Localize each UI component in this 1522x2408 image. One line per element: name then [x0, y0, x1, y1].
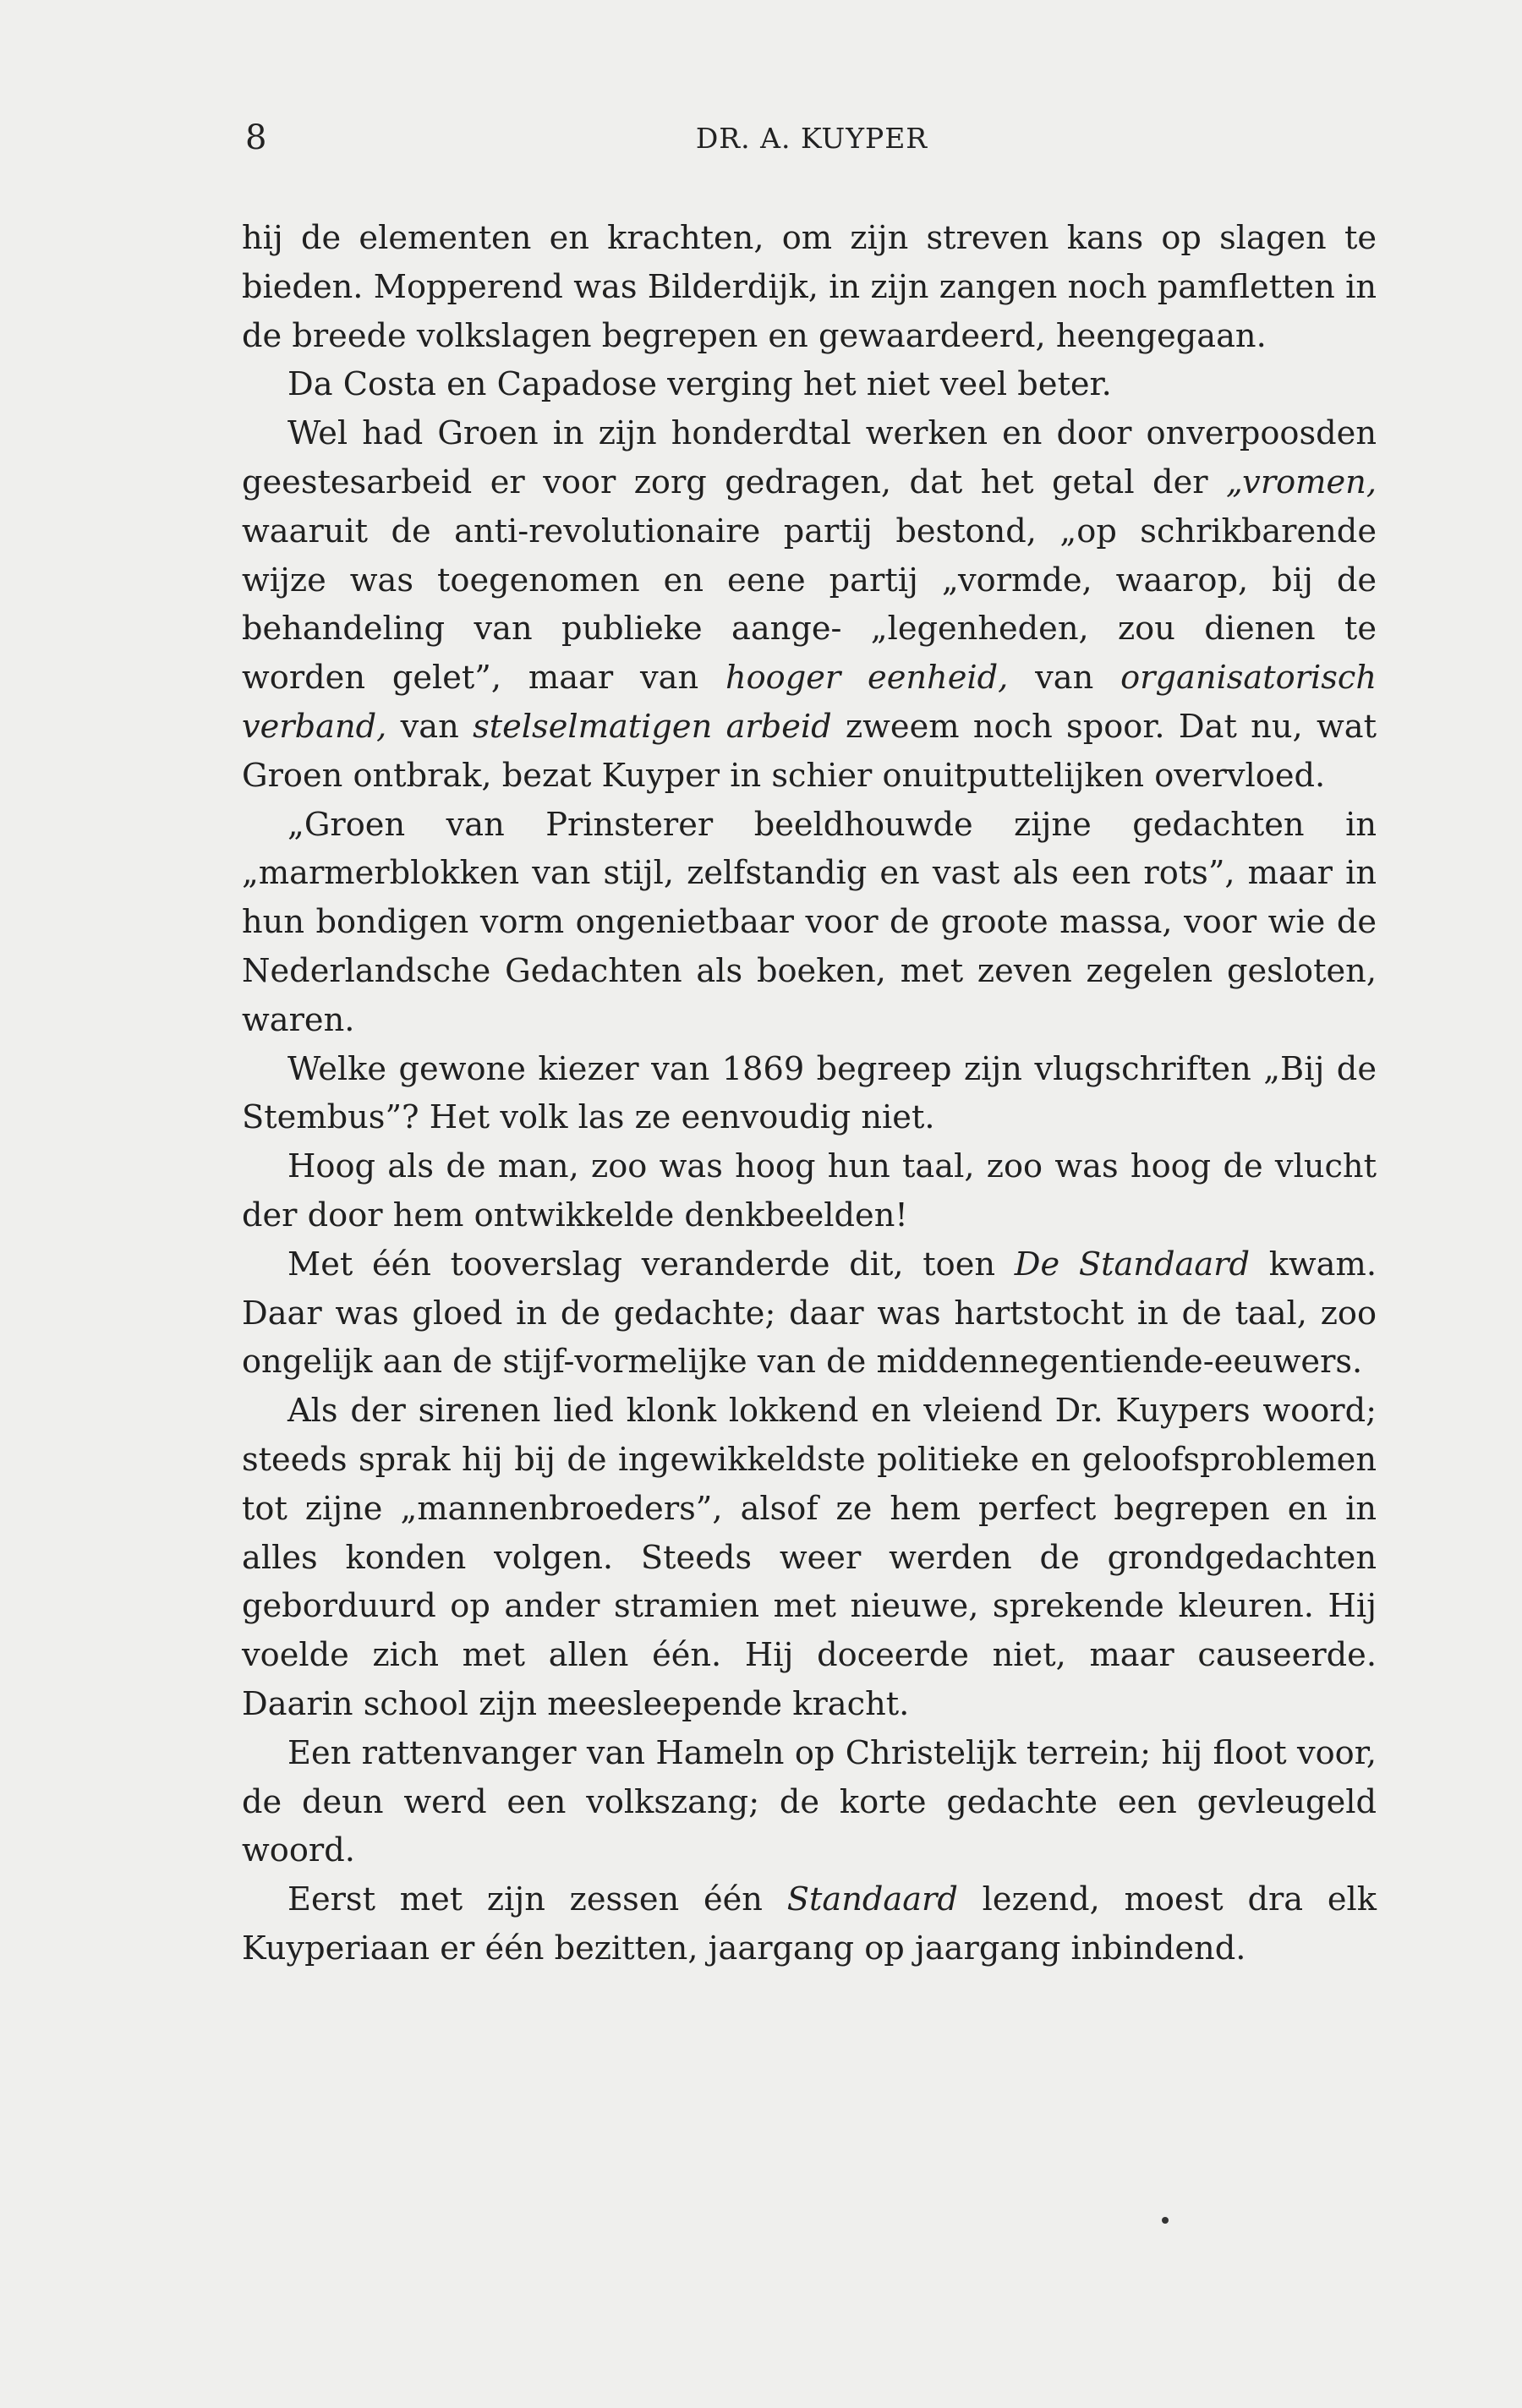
running-head — [245, 118, 1378, 169]
paragraph-text: Da Costa en Capadose verging het niet veel beter. — [287, 365, 1112, 404]
italic-text: stelselmatigen arbeid — [473, 707, 832, 746]
paragraph-text: zweem noch spoor. Dat nu, wat Groen ontbrak, bezat Kuyper in schier onuitputtelijken overvloed. — [242, 707, 1377, 795]
paragraph-3 — [242, 409, 1377, 800]
italic-text: organisatorisch verband, — [242, 659, 1377, 746]
paragraph-text: Een rattenvanger van Hameln op Christelijk terrein; hij floot voor, de deun werd een volkszang; de korte gedachte een gevleugeld woord. — [242, 1733, 1377, 1870]
paragraph-text: waaruit de anti-revolutionaire partij bestond, „op schrikbarende wijze was toegenomen en eene partij „vormde, waarop, bij de behandeling van publieke aange- „legenheden, zou dienen te worden gelet”, maar van — [242, 512, 1377, 698]
paragraph-4 — [242, 801, 1377, 1045]
paragraph-text: Welke gewone kiezer van 1869 begreep zijn vlugschriften „Bij de Stembus”? Het volk las ze eenvoudig niet. — [242, 1049, 1377, 1137]
paragraph-text: Eerst met zijn zessen één — [287, 1880, 787, 1919]
paragraph-7 — [242, 1240, 1377, 1387]
running-title: DR. A. KUYPER — [695, 122, 928, 155]
page-number: 8 — [245, 118, 267, 157]
italic-text: De Standaard — [1014, 1245, 1250, 1283]
paragraph-text: Wel had Groen in zijn honderdtal werken en door onverpoosden geestesarbeid er voor zorg gedragen, dat het getal der — [242, 414, 1377, 501]
body-text — [242, 214, 1377, 1973]
italic-text: hooger eenheid, — [725, 659, 1009, 698]
paragraph-1 — [242, 214, 1377, 360]
paragraph-text: hij de elementen en krachten, om zijn streven kans op slagen te bieden. Mopperend was Bilderdijk, in zijn zangen noch pamfletten in de breede volkslagen begrepen en gewaardeerd, heengegaan. — [242, 219, 1377, 355]
paragraph-5 — [242, 1045, 1377, 1143]
paragraph-text: kwam. Daar was gloed in de gedachte; daar was hartstocht in de taal, zoo ongelijk aan de stijf-vormelijke van de middennegentiende-eeuwers. — [242, 1245, 1377, 1382]
paragraph-text: van — [386, 707, 474, 746]
paragraph-text: Hoog als de man, zoo was hoog hun taal, zoo was hoog de vlucht der door hem ontwikkelde denkbeelden! — [242, 1147, 1377, 1234]
paragraph-2 — [242, 360, 1377, 409]
italic-text: „vromen, — [1226, 462, 1377, 501]
paragraph-9 — [242, 1729, 1377, 1875]
paragraph-6 — [242, 1142, 1377, 1240]
paragraph-text: Als der sirenen lied klonk lokkend en vleiend Dr. Kuypers woord; steeds sprak hij bij de ingewikkeldste politieke en geloofsproblemen tot zijne „mannenbroeders”, alsof ze hem perfect begrepen en in alles konden volgen. Steeds weer werden de grondgedachten geborduurd op ander stramien met nieuwe, sprekende kleuren. Hij voelde zich met allen één. Hij doceerde niet, maar causeerde. Daarin school zijn meesleepende kracht. — [242, 1392, 1377, 1723]
paragraph-text: van — [1008, 659, 1121, 698]
paragraph-text: Met één tooverslag veranderde dit, toen — [287, 1245, 1015, 1283]
paragraph-text: „Groen van Prinsterer beeldhouwde zijne gedachten in „marmerblokken van stijl, zelfstandig en vast als een rots”, maar in hun bondigen vorm ongenietbaar voor de groote massa, voor wie de Nederlandsche Gedachten als boeken, met zeven zegelen gesloten, waren. — [242, 805, 1377, 1039]
paragraph-text: lezend, moest dra elk Kuyperiaan er één bezitten, jaargang op jaargang inbindend. — [242, 1880, 1377, 1967]
italic-text: Standaard — [786, 1880, 958, 1919]
paragraph-10 — [242, 1875, 1377, 1973]
paragraph-8 — [242, 1387, 1377, 1729]
ink-speck — [1162, 2217, 1169, 2224]
